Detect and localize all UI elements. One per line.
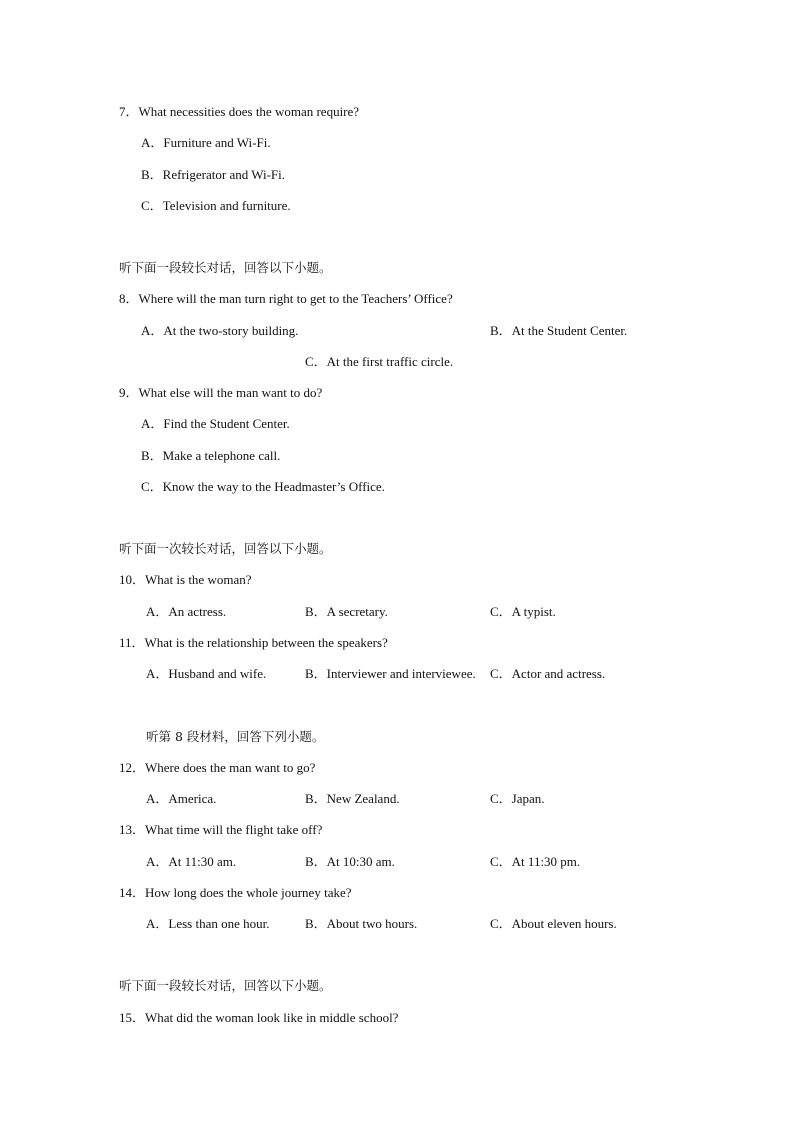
question-14-stem: 14．How long does the whole journey take?: [119, 885, 352, 900]
question-10-option-b: B．A secretary.: [305, 604, 388, 619]
question-13-stem: 13．What time will the flight take off?: [119, 822, 323, 837]
section-instruction-2: 听下面一次较长对话，回答以下小题。: [119, 541, 332, 556]
question-12-option-a: A．America.: [146, 791, 217, 806]
question-8-stem: 8．Where will the man turn right to get to the Teachers’ Office?: [119, 291, 453, 306]
question-10-option-a: A．An actress.: [146, 604, 227, 619]
section-instruction-1: 听下面一段较长对话，回答以下小题。: [119, 260, 332, 275]
question-11-stem: 11．What is the relationship between the speakers?: [119, 635, 388, 650]
question-8-option-c: C．At the first traffic circle.: [305, 354, 454, 369]
question-14-option-a: A．Less than one hour.: [146, 916, 270, 931]
section-instruction-4: 听下面一段较长对话，回答以下小题。: [119, 978, 332, 993]
question-9-option-a: A．Find the Student Center.: [141, 416, 290, 431]
question-15-stem: 15．What did the woman look like in middle school?: [119, 1010, 399, 1025]
question-10-stem: 10．What is the woman?: [119, 572, 252, 587]
question-11-option-a: A．Husband and wife.: [146, 666, 267, 681]
question-14-option-c: C．About eleven hours.: [490, 916, 617, 931]
question-12-option-b: B．New Zealand.: [305, 791, 400, 806]
question-9-stem: 9．What else will the man want to do?: [119, 385, 323, 400]
question-8-option-a: A．At the two-story building.: [141, 323, 299, 338]
question-8-option-b: B．At the Student Center.: [490, 323, 628, 338]
question-7-option-a: A．Furniture and Wi-Fi.: [141, 135, 271, 150]
question-14-option-b: B．About two hours.: [305, 916, 418, 931]
question-12-option-c: C．Japan.: [490, 791, 545, 806]
question-7-option-c: C．Television and furniture.: [141, 198, 291, 213]
question-13-option-c: C．At 11:30 pm.: [490, 854, 581, 869]
question-11-option-b: B．Interviewer and interviewee.: [305, 666, 476, 681]
question-13-option-b: B．At 10:30 am.: [305, 854, 395, 869]
question-7-stem: 7．What necessities does the woman require?: [119, 104, 360, 119]
question-9-option-b: B．Make a telephone call.: [141, 448, 281, 463]
question-7-option-b: B．Refrigerator and Wi-Fi.: [141, 167, 286, 182]
question-13-option-a: A．At 11:30 am.: [146, 854, 237, 869]
question-11-option-c: C．Actor and actress.: [490, 666, 606, 681]
question-10-option-c: C．A typist.: [490, 604, 556, 619]
section-instruction-3: 听第 8 段材料，回答下列小题。: [146, 729, 325, 744]
question-9-option-c: C．Know the way to the Headmaster’s Office.: [141, 479, 385, 494]
question-12-stem: 12．Where does the man want to go?: [119, 760, 316, 775]
